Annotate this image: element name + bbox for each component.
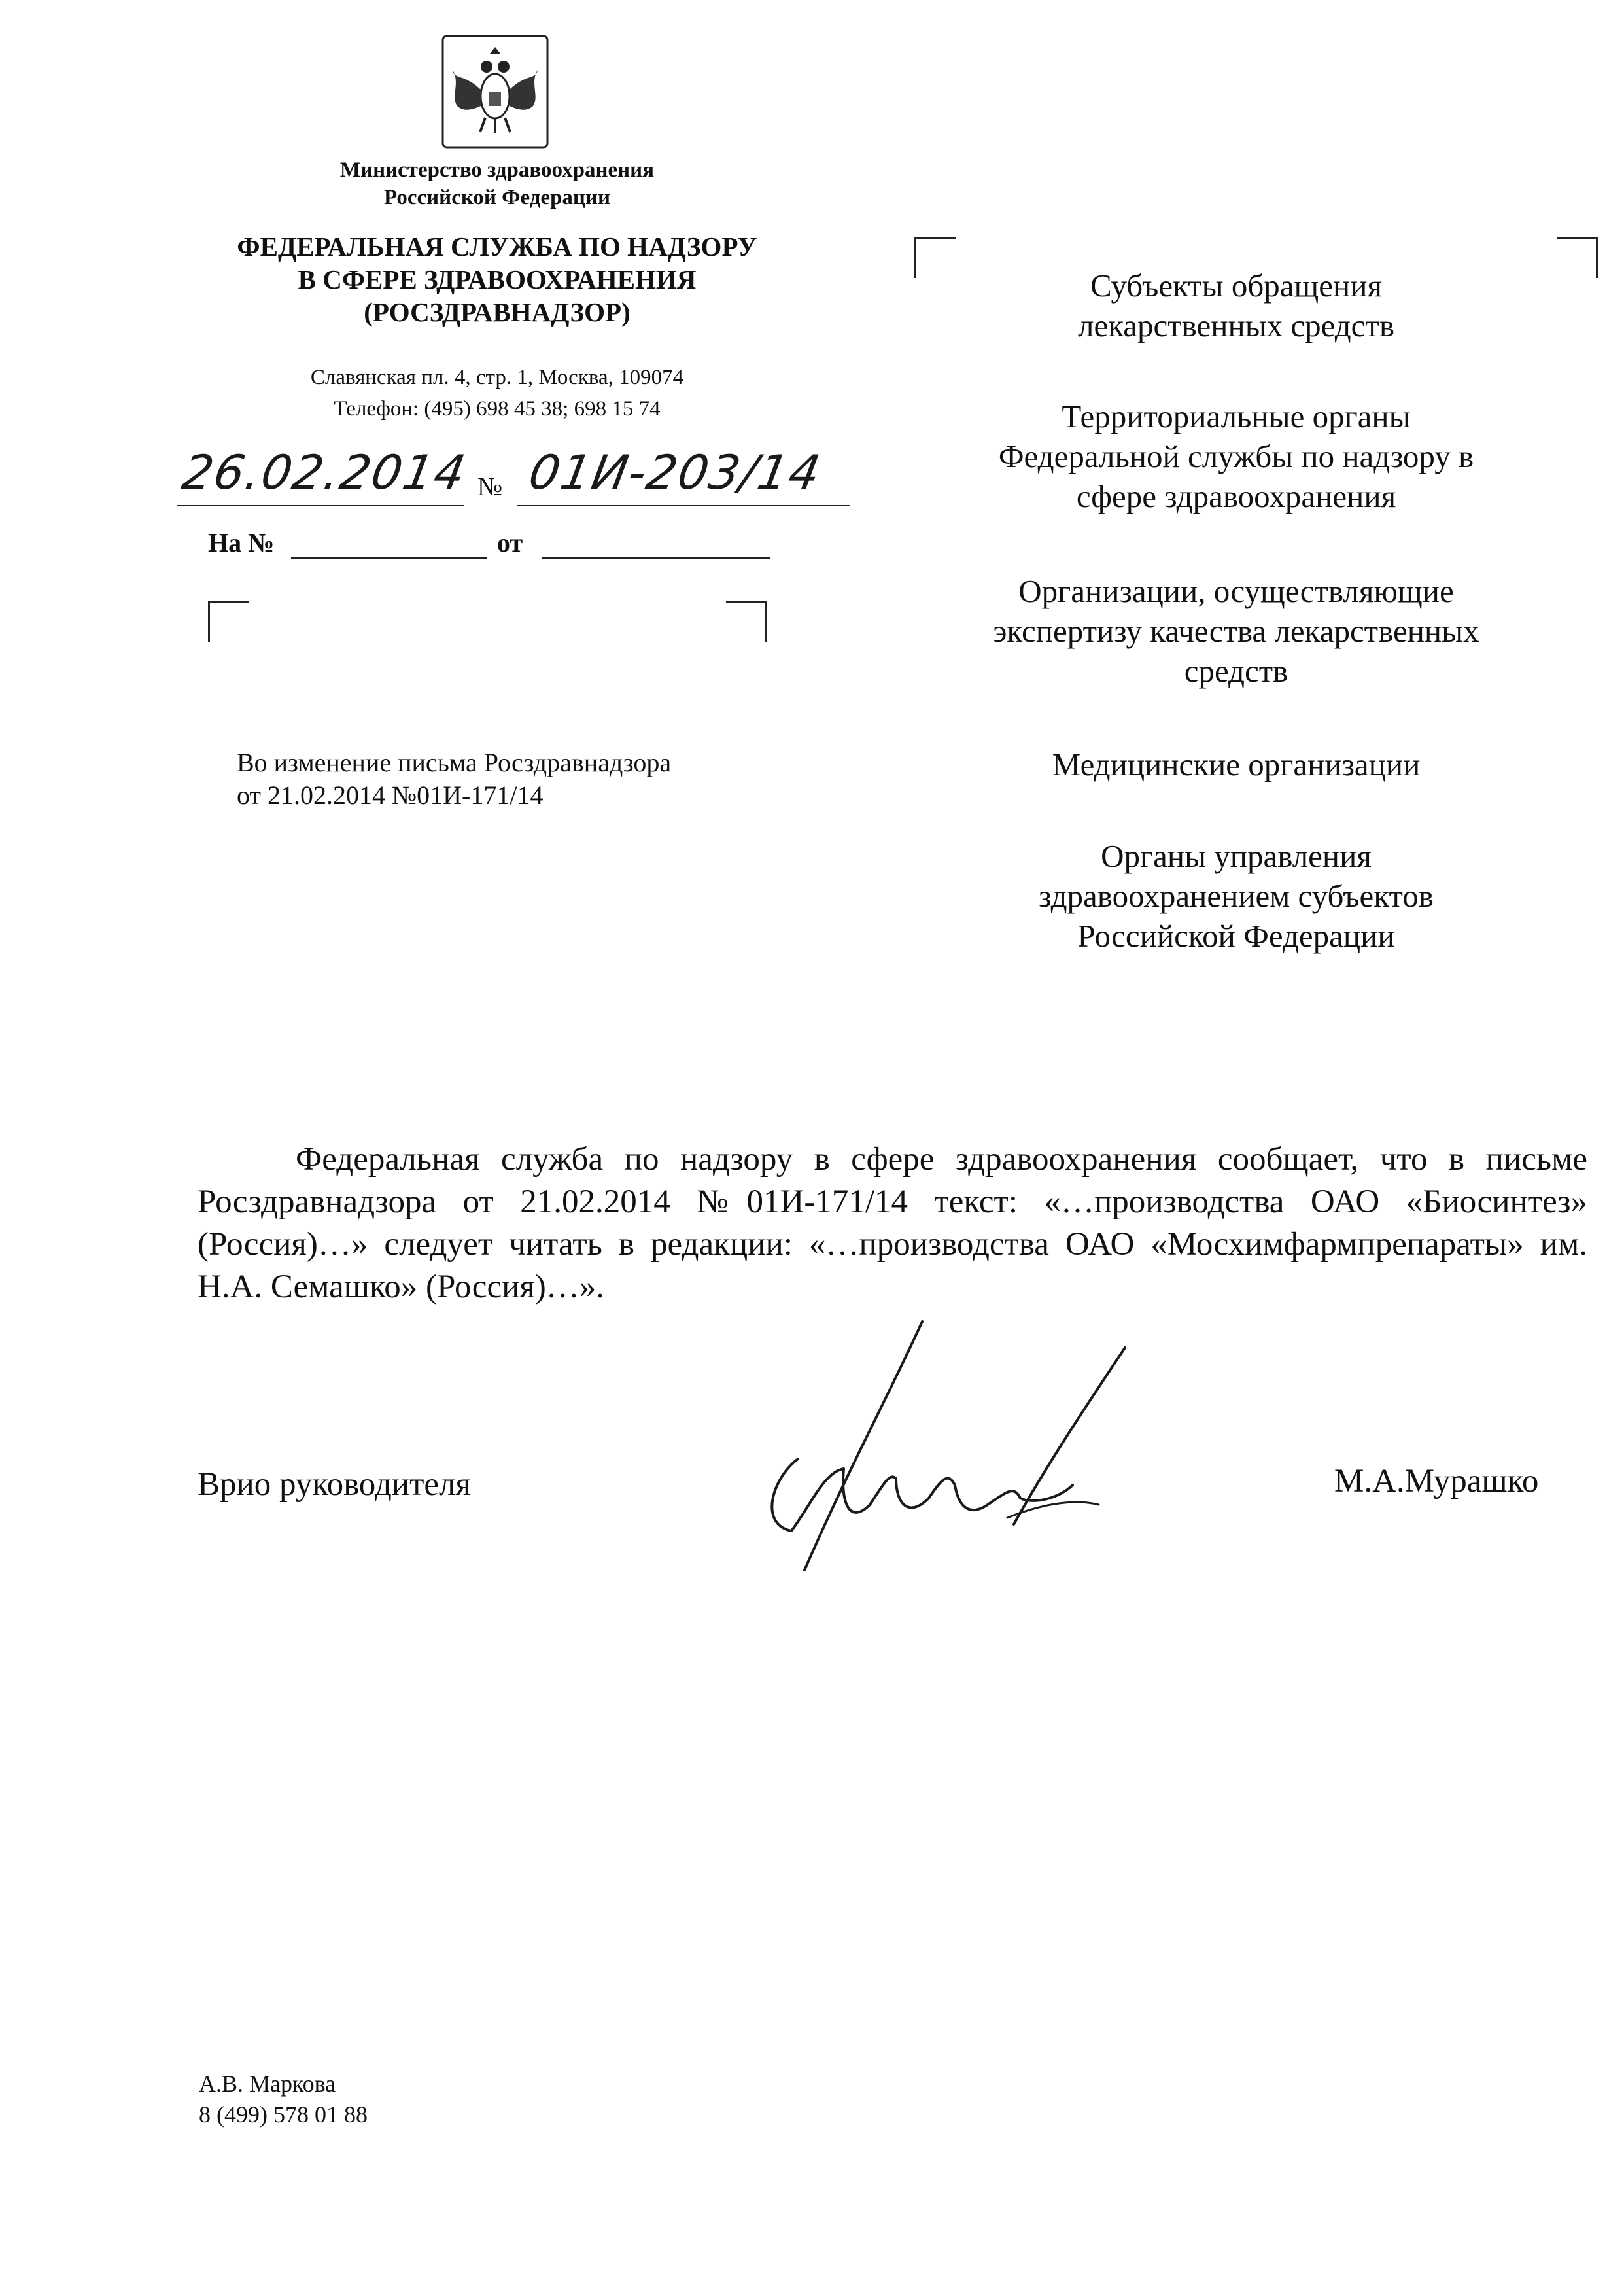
addressee-3-line2: экспертизу качества лекарственных [993,613,1479,649]
date-field [177,445,471,506]
addressee-2-line3: сфере здравоохранения [1076,478,1396,514]
addressee-2-line2: Федеральной службы по надзору в [998,438,1474,474]
reply-number-label: На № [208,528,275,557]
addressee-1-line1: Субъекты обращения [1090,268,1382,304]
reference-line1: Во изменение письма Росздравнадзора [237,748,672,777]
handwritten-number: 01И-203/14 [525,445,826,500]
addressee-2-line1: Территориальные органы [1062,398,1411,434]
executor-phone: 8 (499) 578 01 88 [199,2101,368,2128]
addressee-3-line1: Организации, осуществляющие [1018,573,1454,609]
addressee-3-line3: средств [1184,653,1288,689]
addressee-1-line2: лекарственных средств [1078,307,1394,343]
reply-from-label: от [497,528,523,557]
executor-name: А.В. Маркова [199,2071,336,2097]
service-phone: Телефон: (495) 698 45 38; 698 15 74 [334,397,661,421]
reply-date-field [542,523,770,559]
handwritten-date: 26.02.2014 [178,445,471,500]
service-name-line3: (РОСЗДРАВНАДЗОР) [364,297,631,327]
handwritten-signature [733,1308,1138,1596]
addressee-5-line2: здравоохранением субъектов [1039,878,1434,914]
letter-body-paragraph: Федеральная служба по надзору в сфере здравоохранения сообщает, что в письме Росздравнадзора от 21.02.2014 №01И-171/14 текст: «…производства ОАО «Биосинтез» (Россия)…» следует читать в редакции: «…производства ОАО «Мосхимфармпрепараты» им. Н.А. Семашко» (Россия)…». [198,1141,1587,1305]
addressee-5-line1: Органы управления [1101,838,1372,874]
addressee-4-line1: Медицинские организации [1052,746,1421,782]
reference-line2: от 21.02.2014 №01И-171/14 [237,780,544,810]
number-label: № [477,472,503,501]
service-name-line2: В СФЕРЕ ЗДРАВООХРАНЕНИЯ [298,264,697,294]
reply-number-field [291,523,487,559]
corner-mark-left-top-right [726,601,767,642]
corner-mark-left-top-left [208,601,249,642]
ministry-name-line2: Российской Федерации [384,186,610,209]
signatory-position: Врио руководителя [198,1466,471,1503]
signatory-name: М.А.Мурашко [1334,1463,1539,1499]
number-field [517,445,850,506]
addressee-5-line3: Российской Федерации [1077,918,1395,954]
coat-of-arms-emblem [441,34,549,149]
ministry-name-line1: Министерство здравоохранения [339,158,655,182]
service-address: Славянская пл. 4, стр. 1, Москва, 109074 [310,366,684,389]
service-name-line1: ФЕДЕРАЛЬНАЯ СЛУЖБА ПО НАДЗОРУ [237,232,757,262]
